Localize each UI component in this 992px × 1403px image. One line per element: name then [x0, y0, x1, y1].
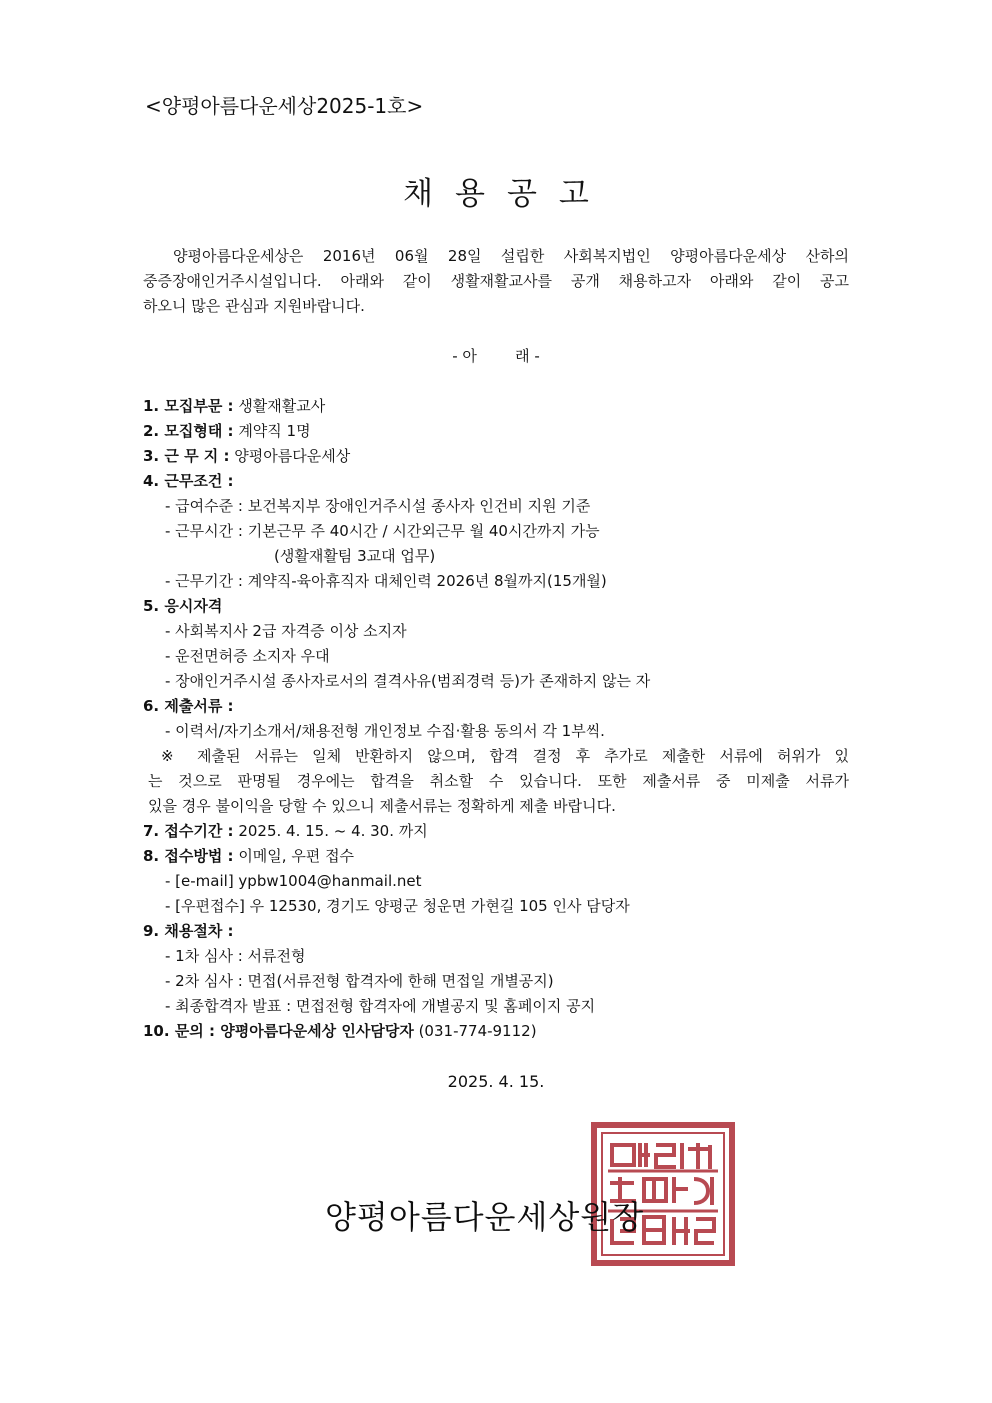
- item-6-sub-1: - 이력서/자기소개서/채용전형 개인정보 수집·활용 동의서 각 1부씩.: [165, 722, 605, 740]
- item-8-value: 이메일, 우편 접수: [233, 847, 355, 865]
- item-9-sub-3: - 최종합격자 발표 : 면접전형 합격자에 개별공지 및 홈페이지 공지: [165, 997, 596, 1015]
- intro-line-3: 하오니 많은 관심과 지원바랍니다.: [143, 297, 365, 315]
- intro-paragraph: [143, 244, 849, 319]
- item-8-label: 8. 접수방법 :: [143, 847, 234, 865]
- separator: - 아 래 -: [452, 347, 540, 365]
- item-6-note-1: ※ 제출된 서류는 일체 반환하지 않으며, 합격 결정 후 추가로 제출한 서류에 허위가 있: [161, 747, 849, 765]
- item-2-value: 계약직 1명: [233, 422, 311, 440]
- intro-line-1: 양평아름다운세상은 2016년 06월 28일 설립한 사회복지법인 양평아름다운세상 산하의: [173, 247, 849, 265]
- item-10: [143, 1019, 853, 1044]
- org-signature-name: 양평아름다운세상원장: [325, 1198, 645, 1236]
- item-9-sub-2: - 2차 심사 : 면접(서류전형 합격자에 한해 면접일 개별공지): [165, 972, 554, 990]
- item-6-label: 6. 제출서류 :: [143, 697, 234, 715]
- item-6: [143, 694, 853, 719]
- item-9: [143, 919, 853, 944]
- item-3-label: 3. 근 무 지 :: [143, 447, 230, 465]
- item-1: [143, 394, 853, 419]
- item-9-label: 9. 채용절차 :: [143, 922, 234, 940]
- item-4-sub-2b: (생활재활팀 3교대 업무): [274, 547, 436, 565]
- item-1-label: 1. 모집부문 :: [143, 397, 234, 415]
- item-10-value: (031-774-9112): [413, 1022, 537, 1040]
- item-3: [143, 444, 853, 469]
- item-2-label: 2. 모집형태 :: [143, 422, 234, 440]
- item-4-label: 4. 근무조건 :: [143, 472, 234, 490]
- item-5: [143, 594, 853, 619]
- item-8: [143, 844, 853, 869]
- item-7-label: 7. 접수기간 :: [143, 822, 234, 840]
- item-5-sub-2: - 운전면허증 소지자 우대: [165, 647, 330, 665]
- item-2: [143, 419, 853, 444]
- item-6-note-3: 있을 경우 불이익을 당할 수 있으니 제출서류는 정확하게 제출 바랍니다.: [148, 797, 616, 815]
- item-10-label: 10. 문의 : 양평아름다운세상 인사담당자: [143, 1022, 414, 1040]
- doc-number: <양평아름다운세상2025-1호>: [145, 94, 424, 118]
- item-6-note-2: 는 것으로 판명될 경우에는 합격을 취소할 수 있습니다. 또한 제출서류 중 미제출 서류가: [148, 772, 849, 790]
- item-8-sub-2: - [우편접수] 우 12530, 경기도 양평군 청운면 가현길 105 인사 담당자: [165, 897, 630, 915]
- item-9-sub-1: - 1차 심사 : 서류전형: [165, 947, 306, 965]
- issue-date: 2025. 4. 15.: [447, 1072, 545, 1091]
- item-4-sub-3: - 근무기간 : 계약직-육아휴직자 대체인력 2026년 8월까지(15개월): [165, 572, 607, 590]
- item-5-label: 5. 응시자격: [143, 597, 223, 615]
- item-4-sub-1: - 급여수준 : 보건복지부 장애인거주시설 종사자 인건비 지원 기준: [165, 497, 591, 515]
- item-5-sub-1: - 사회복지사 2급 자격증 이상 소지자: [165, 622, 407, 640]
- item-3-value: 양평아름다운세상: [229, 447, 351, 465]
- item-5-sub-3: - 장애인거주시설 종사자로서의 결격사유(범죄경력 등)가 존재하지 않는 자: [165, 672, 651, 690]
- item-1-value: 생활재활교사: [233, 397, 326, 415]
- item-7-value: 2025. 4. 15. ~ 4. 30. 까지: [233, 822, 428, 840]
- item-4-sub-2: - 근무시간 : 기본근무 주 40시간 / 시간외근무 월 40시간까지 가능: [165, 522, 600, 540]
- notice-body: [143, 394, 853, 1044]
- item-8-sub-1: - [e-mail] ypbw1004@hanmail.net: [165, 872, 422, 890]
- page-title: 채용공고: [403, 176, 611, 212]
- intro-line-2: 중증장애인거주시설입니다. 아래와 같이 생활재활교사를 공개 채용하고자 아래와 같이 공고: [143, 272, 849, 290]
- item-4: [143, 469, 853, 494]
- item-7: [143, 819, 853, 844]
